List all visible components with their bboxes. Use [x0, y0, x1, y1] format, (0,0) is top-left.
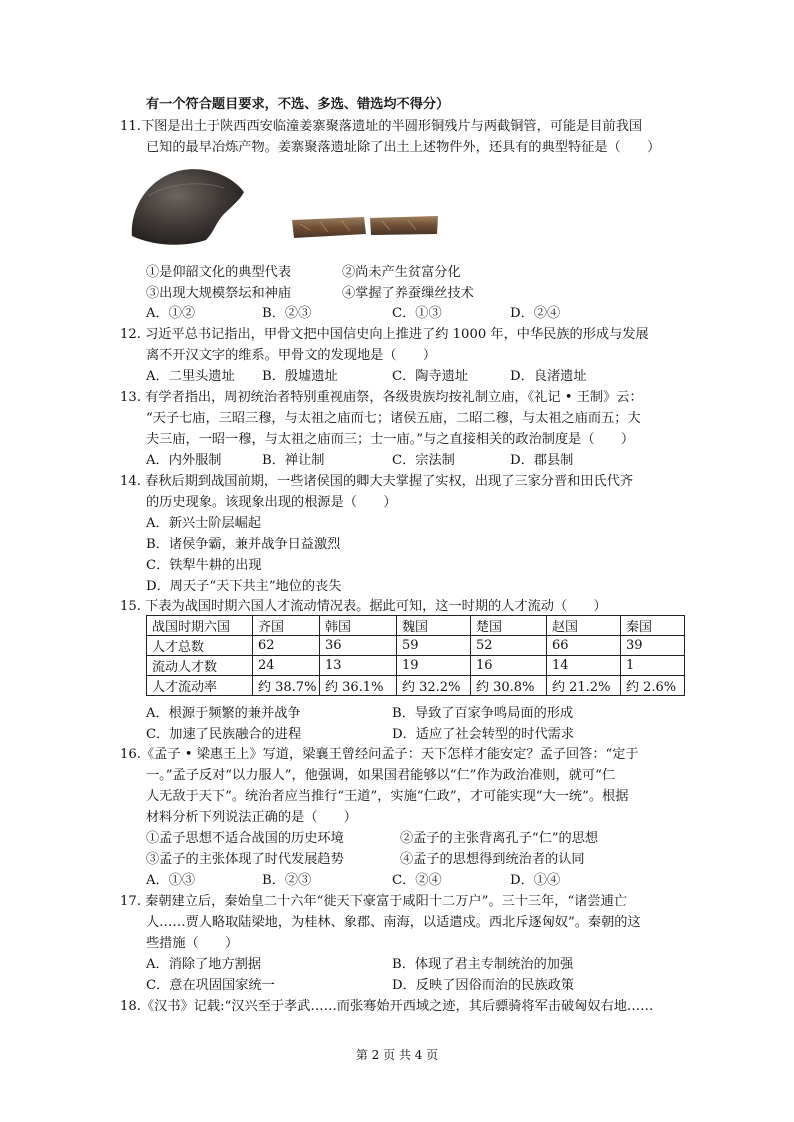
table-cell: 人才总数 — [147, 636, 253, 656]
table-cell: 约 38.7% — [253, 676, 320, 696]
bronze-tubes-image — [290, 212, 440, 242]
q13-stem-line3: 夫三庙，一昭一穆，与太祖之庙而三；士一庙。”与之直接相关的政治制度是（ ） — [146, 432, 635, 447]
q11-stem-line2: 已知的最早冶炼产物。姜寨聚落遗址除了出土上述物件外，还具有的典型特征是（ ） — [146, 140, 661, 155]
q16-stem-line4: 材料分析下列说法正确的是（ ） — [146, 810, 357, 825]
q11-option-c[interactable]: C．①③ — [392, 306, 442, 321]
page-footer: 第 2 页 共 4 页 — [355, 1048, 439, 1062]
q11-option-a[interactable]: A．①② — [146, 306, 196, 321]
section-instruction: 有一个符合题目要求，不选、多选、错选均不得分） — [146, 97, 450, 112]
q14-stem-line2: 的历史现象。该现象出现的根源是（ ） — [146, 495, 397, 510]
q16-option-d[interactable]: D．①④ — [510, 873, 561, 888]
table-cell: 52 — [471, 636, 547, 656]
q13-stem-line1: 13. 有学者指出，周初统治者特别重视庙祭，各级贵族均按礼制立庙，《礼记 • 王制》云： — [120, 390, 643, 405]
q15-option-b[interactable]: B．导致了百家争鸣局面的形成 — [392, 706, 574, 721]
table-cell: 59 — [397, 636, 471, 656]
q11-stem-line1: 11.下图是出土于陕西西安临潼姜寨聚落遗址的半圆形铜残片与两截铜管，可能是目前我国 — [120, 119, 643, 134]
table-cell: 24 — [253, 656, 320, 676]
table-cell: 约 21.2% — [547, 676, 621, 696]
q12-option-d[interactable]: D．良渚遗址 — [510, 369, 587, 384]
q17-stem-line2: 人……贾人略取陆梁地，为桂林、象郡、南海，以适遣戍。西北斥逐匈奴”。秦朝的这 — [146, 915, 641, 930]
table-cell: 韩国 — [320, 616, 397, 636]
q13-option-d[interactable]: D．郡县制 — [510, 453, 574, 468]
table-cell: 66 — [547, 636, 621, 656]
q17-option-a[interactable]: A．消除了地方割据 — [146, 957, 262, 972]
q16-item-1: ①孟子思想不适合战国的历史环境 — [146, 831, 344, 846]
q16-item-3: ③孟子的主张体现了时代发展趋势 — [146, 852, 344, 867]
q13-option-c[interactable]: C．宗法制 — [392, 453, 455, 468]
q18-stem-line1: 18.《汉书》记载:“汉兴至于孝武……而张骞始开西域之迹，其后骠骑将军击破匈奴右地…… — [120, 999, 654, 1014]
table-cell: 13 — [320, 656, 397, 676]
q11-item-1: ①是仰韶文化的典型代表 — [146, 265, 292, 280]
q17-option-d[interactable]: D．反映了因俗而治的民族政策 — [392, 978, 575, 993]
q15-stem-line1: 15. 下表为战国时期六国人才流动情况表。据此可知，这一时期的人才流动（ ） — [120, 599, 607, 614]
table-cell: 约 36.1% — [320, 676, 397, 696]
q12-stem-line2: 离不开汉文字的维系。甲骨文的发现地是（ ） — [146, 348, 437, 363]
q14-option-a[interactable]: A．新兴士阶层崛起 — [146, 516, 262, 531]
table-cell: 约 2.6% — [621, 676, 685, 696]
table-cell: 魏国 — [397, 616, 471, 636]
table-row — [147, 656, 685, 676]
table-cell: 39 — [621, 636, 685, 656]
table-cell: 约 30.8% — [471, 676, 547, 696]
q16-option-a[interactable]: A．①③ — [146, 873, 196, 888]
q13-option-a[interactable]: A．内外服制 — [146, 453, 222, 468]
q16-option-b[interactable]: B．②③ — [262, 873, 312, 888]
q11-item-4: ④掌握了养蚕缫丝技术 — [342, 286, 474, 301]
q12-stem-line1: 12. 习近平总书记指出，甲骨文把中国信史向上推进了约 1000 年，中华民族的形成与发展 — [120, 327, 649, 342]
q17-option-b[interactable]: B．体现了君主专制统治的加强 — [392, 957, 574, 972]
q16-item-4: ④孟子的思想得到统治者的认同 — [400, 852, 585, 867]
q11-item-3: ③出现大规模祭坛和神庙 — [146, 286, 292, 301]
table-cell: 人才流动率 — [147, 676, 253, 696]
table-cell: 楚国 — [471, 616, 547, 636]
table-cell: 秦国 — [621, 616, 685, 636]
table-cell: 62 — [253, 636, 320, 656]
table-cell: 14 — [547, 656, 621, 676]
q15-option-c[interactable]: C．加速了民族融合的进程 — [146, 727, 302, 742]
q13-stem-line2: “天子七庙，三昭三穆，与太祖之庙而七；诸侯五庙，二昭二穆，与太祖之庙而五；大 — [146, 411, 641, 426]
q11-option-b[interactable]: B．②③ — [262, 306, 312, 321]
table-row — [147, 616, 685, 636]
bronze-fragment-image — [128, 166, 246, 248]
q14-stem-line1: 14. 春秋后期到战国前期，一些诸侯国的卿大夫掌握了实权，出现了三家分晋和田氏代齐 — [120, 474, 634, 489]
q15-option-d[interactable]: D．适应了社会转型的时代需求 — [392, 727, 575, 742]
q14-option-c[interactable]: C．铁犁牛耕的出现 — [146, 558, 262, 573]
table-row — [147, 676, 685, 696]
q14-option-b[interactable]: B．诸侯争霸，兼并战争日益激烈 — [146, 537, 341, 552]
q14-option-d[interactable]: D．周天子“天下共主”地位的丧失 — [146, 579, 342, 594]
table-cell: 36 — [320, 636, 397, 656]
q17-stem-line1: 17. 秦朝建立后，秦始皇二十六年“徙天下豪富于咸阳十二万户”。三十三年，“诸尝逋亡 — [120, 894, 627, 909]
q16-stem-line1: 16.《孟子 • 梁惠王上》写道，梁襄王曾经问孟子：天下怎样才能安定？孟子回答：“定于 — [120, 747, 639, 762]
q17-stem-line3: 些措施（ ） — [146, 936, 239, 951]
q13-option-b[interactable]: B．禅让制 — [262, 453, 325, 468]
q17-option-c[interactable]: C．意在巩固国家统一 — [146, 978, 275, 993]
talent-flow-table — [146, 615, 685, 696]
q12-option-b[interactable]: B．殷墟遗址 — [262, 369, 338, 384]
q16-stem-line3: 人无敌于天下”。统治者应当推行“王道”，实施“仁政”，才可能实现“大一统”。根据 — [146, 789, 629, 804]
q15-option-a[interactable]: A．根源于频繁的兼并战争 — [146, 706, 301, 721]
q16-item-2: ②孟子的主张背离孔子“仁”的思想 — [400, 831, 599, 846]
q11-item-2: ②尚未产生贫富分化 — [342, 265, 461, 280]
table-cell: 约 32.2% — [397, 676, 471, 696]
table-cell: 齐国 — [253, 616, 320, 636]
q16-stem-line2: 一。”孟子反对“以力服人”，他强调，如果国君能够以“仁”作为政治准则，就可“仁 — [146, 768, 616, 783]
q16-option-c[interactable]: C．②④ — [392, 873, 442, 888]
table-cell: 流动人才数 — [147, 656, 253, 676]
q11-option-d[interactable]: D．②④ — [510, 306, 561, 321]
table-cell: 赵国 — [547, 616, 621, 636]
q12-option-a[interactable]: A．二里头遗址 — [146, 369, 235, 384]
table-cell: 1 — [621, 656, 685, 676]
table-cell: 16 — [471, 656, 547, 676]
table-row — [147, 636, 685, 656]
table-cell: 战国时期六国 — [147, 616, 253, 636]
q12-option-c[interactable]: C．陶寺遗址 — [392, 369, 469, 384]
table-cell: 19 — [397, 656, 471, 676]
